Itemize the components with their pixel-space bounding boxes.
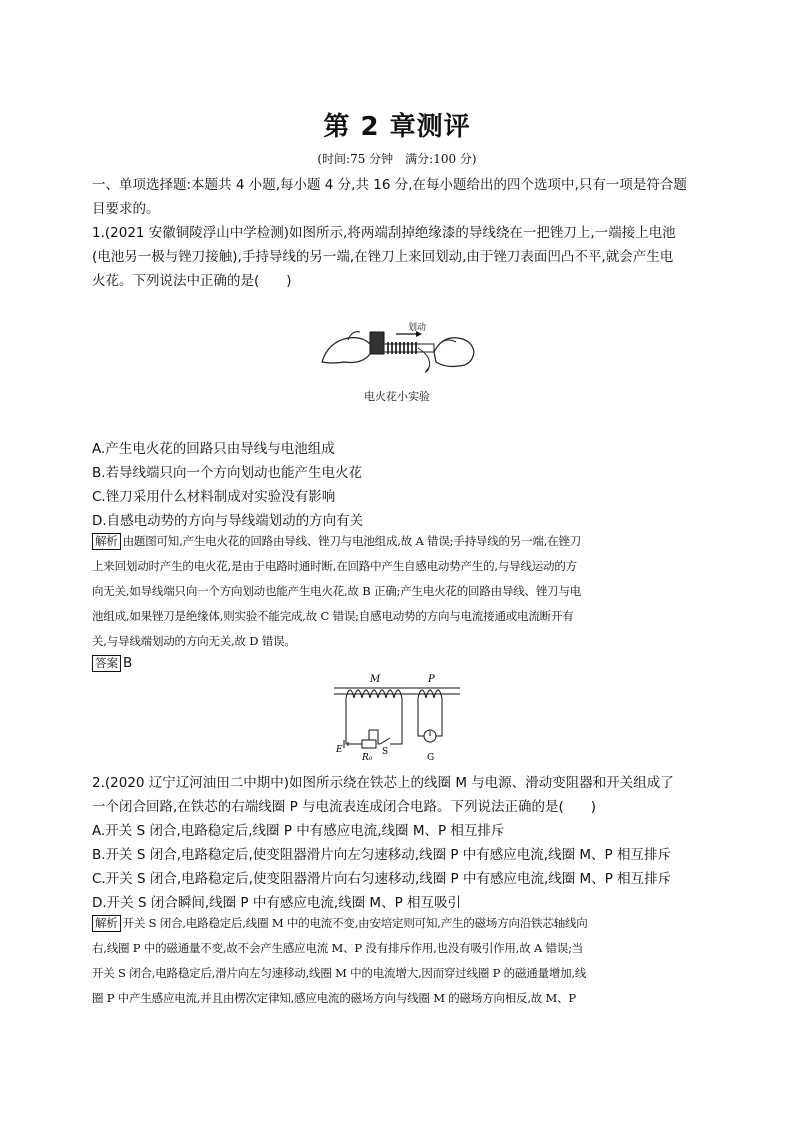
q2-option-b: B.开关 S 闭合,电路稳定后,使变阻器滑片向左匀速移动,线圈 P 中有感应电流,线圈 M、P 相互排斥 [92,847,671,863]
label-s: S [382,747,389,757]
label-e: E [336,745,343,755]
exam-info: (时间:75 分钟 满分:100 分) [317,152,477,166]
q1-stem-line: 1.(2021 安徽铜陵浮山中学检测)如图所示,将两端刮掉绝缘漆的导线绕在一把锉刀上,一端接上电池 [92,225,676,241]
q2-analysis-line: 圈 P 中产生感应电流,并且由楞次定律知,感应电流的磁场方向与线圈 M 的磁场方向相反,故 M、P [92,991,576,1005]
analysis-tag: 解析 [92,533,121,550]
q2-analysis-line: 开关 S 闭合,电路稳定后,滑片向左匀速移动,线圈 M 中的电流增大,因而穿过线圈 P 的磁通量增加,线 [92,966,587,980]
section-heading-line1: 一、单项选择题:本题共 4 小题,每小题 4 分,共 16 分,在每小题给出的四个选项中,只有一项是符合题 [92,177,687,193]
spark-experiment-figure [318,318,476,378]
q1-option-a: A.产生电火花的回路只由导线与电池组成 [92,441,335,457]
label-r0: R₀ [362,753,373,763]
label-g: G [427,753,435,763]
q1-analysis-line: 池组成,如果锉刀是绝缘体,则实验不能完成,故 C 错误;自感电动势的方向与电流接通或电流断开有 [92,609,574,623]
q1-option-b: B.若导线端只向一个方向划动也能产生电火花 [92,465,363,481]
figure-label-huadong: 划动 [408,323,427,333]
q1-option-c: C.锉刀采用什么材料制成对实验没有影响 [92,489,336,505]
section-heading-line2: 目要求的。 [92,201,160,217]
q1-answer [92,655,704,672]
label-p: P [428,674,435,685]
page-title: 第 2 章测评 [323,112,471,142]
q1-analysis-line: 上来回划动时产生的电火花,是由于电路时通时断,在回路中产生自感电动势产生的,与导线运动的方 [92,559,577,573]
q1-stem-line: (电池另一极与锉刀接触),手持导线的另一端,在锉刀上来回划动,由于锉刀表面凹凸不平,就会产生电 [92,249,674,265]
answer-tag: 答案 [92,655,121,672]
q1-analysis-line: 解析 由题图可知,产生电火花的回路由导线、锉刀与电池组成,故 A 错误;手持导线的另一端,在锉刀 [92,533,704,550]
q2-option-a: A.开关 S 闭合,电路稳定后,线圈 P 中有感应电流,线圈 M、P 相互排斥 [92,823,505,839]
q2-option-c: C.开关 S 闭合,电路稳定后,使变阻器滑片向右匀速移动,线圈 P 中有感应电流,线圈 M、P 相互排斥 [92,871,672,887]
q1-stem-line: 火花。下列说法中正确的是( ) [92,273,292,289]
label-m: M [370,674,381,685]
q1-analysis-line: 关,与导线端划动的方向无关,故 D 错误。 [92,634,296,648]
q2-option-d: D.开关 S 闭合瞬间,线圈 P 中有感应电流,线圈 M、P 相互吸引 [92,895,462,911]
q1-option-d: D.自感电动势的方向与导线端划动的方向有关 [92,513,364,529]
q1-analysis-line: 向无关,如导线端只向一个方向划动也能产生电火花,故 B 正确;产生电火花的回路由导线、锉刀与电 [92,584,582,598]
q2-analysis-line: 右,线圈 P 中的磁通量不变,故不会产生感应电流 M、P 没有排斥作用,也没有吸引作用,故 A 错误;当 [92,941,584,955]
q2-stem-line: 一个闭合回路,在铁芯的右端线圈 P 与电流表连成闭合电路。下列说法正确的是( ) [92,799,597,815]
q2-stem-line: 2.(2020 辽宁辽河油田二中期中)如图所示绕在铁芯上的线圈 M 与电源、滑动变阻器和开关组成了 [92,775,674,791]
answer-value: B [123,655,133,671]
coil-circuit-figure [332,674,462,764]
q2-analysis-line: 解析 开关 S 闭合,电路稳定后,线圈 M 中的电流不变,由安培定则可知,产生的磁场方向沿铁芯轴线向 [92,915,704,932]
analysis-tag: 解析 [92,915,121,932]
figure-caption: 电火花小实验 [364,390,430,403]
